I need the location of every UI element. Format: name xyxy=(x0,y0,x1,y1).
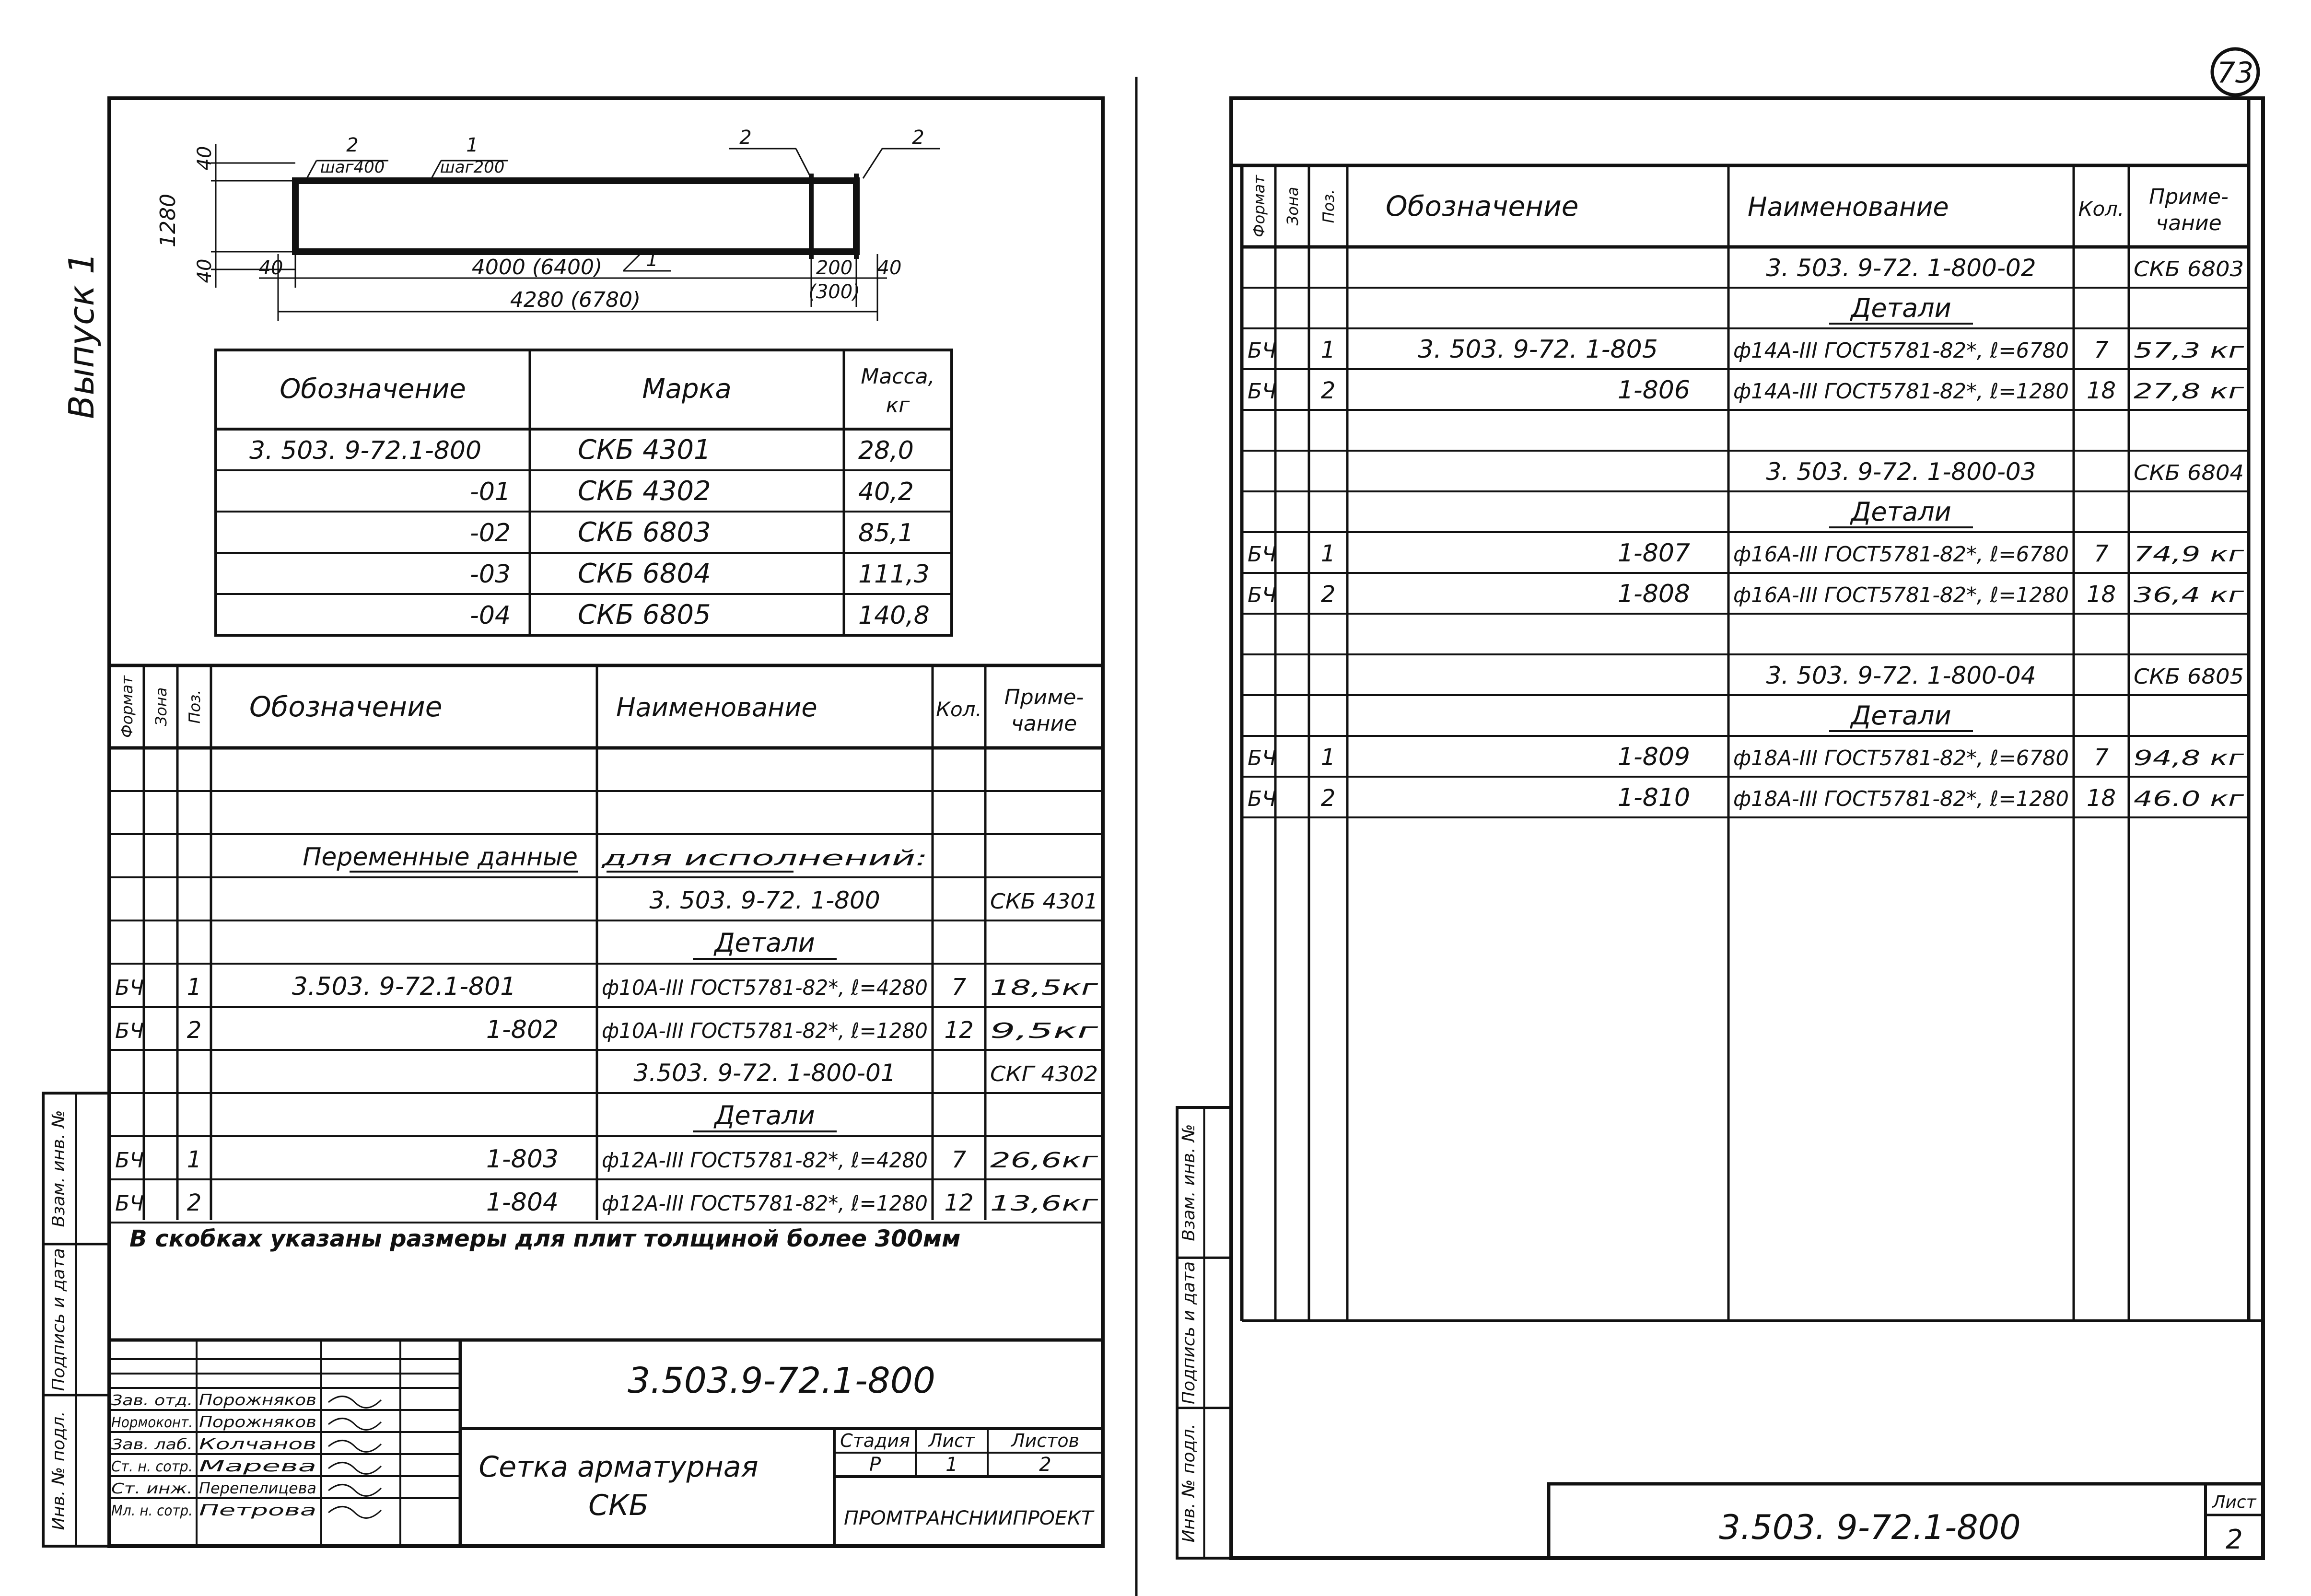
stamp-inv-label: Инв. № подл. xyxy=(1179,1423,1199,1543)
spec-cell-name: 3. 503. 9-72. 1-800-03 xyxy=(1766,458,2036,486)
spec-cell-note: 18,5кг xyxy=(990,975,1099,1000)
marks-cell-designation: -01 xyxy=(470,478,511,506)
marks-header-mass: Масса, xyxy=(861,364,935,389)
spec-cell-note: 13,6кг xyxy=(990,1191,1099,1216)
sheet-value: 1 xyxy=(945,1454,958,1476)
spec-cell-note: 27,8 кг xyxy=(2134,379,2245,404)
spec-cell-designation: 1-804 xyxy=(486,1188,559,1217)
stamp-replaced-label: Взам. инв. № xyxy=(1179,1124,1199,1241)
spec-cell-note: СКБ 6804 xyxy=(2134,461,2244,486)
spec-cell-pos: 1 xyxy=(187,1146,202,1173)
signature-mark xyxy=(328,1507,381,1518)
spec-header-qty: Кол. xyxy=(936,698,982,721)
spec-cell-note: 94,8 кг xyxy=(2134,746,2245,771)
dim-top-40: 40 xyxy=(194,146,216,171)
stamp-replaced-label: Взам. инв. № xyxy=(49,1110,69,1227)
right-sheet-value: 2 xyxy=(2226,1524,2243,1555)
spec-cell-name: 3. 503. 9-72. 1-800 xyxy=(649,886,880,914)
spec-header-designation: Обозначение xyxy=(249,690,443,723)
callout-pos-2c: 2 xyxy=(912,127,924,149)
spec-cell-pos: 2 xyxy=(187,1016,202,1044)
marks-cell-mass: 140,8 xyxy=(858,601,930,630)
spec-header-pos: Поз. xyxy=(186,689,204,724)
left-title-block xyxy=(109,1340,1103,1546)
right-sheet-label: Лист xyxy=(2212,1492,2256,1512)
spec-header-note-2: чание xyxy=(2156,211,2222,235)
signature-mark xyxy=(328,1397,381,1408)
spec-cell-qty: 12 xyxy=(944,1189,974,1216)
spec-cell-format: БЧ xyxy=(1248,746,1277,771)
spec-cell-format: БЧ xyxy=(1248,542,1277,567)
spec-cell-qty: 7 xyxy=(2094,337,2109,364)
spec-cell-pos: 2 xyxy=(1320,581,1336,608)
spec-cell-name: ф14А-III ГОСТ5781-82*, ℓ=1280 xyxy=(1733,379,2069,404)
spec-header-zone: Зона xyxy=(152,687,170,726)
spec-cell-format: БЧ xyxy=(115,1148,144,1173)
person-name: Петрова xyxy=(199,1501,316,1519)
spec-header-name: Наименование xyxy=(1748,192,1949,222)
spec-cell-name: ф12А-III ГОСТ5781-82*, ℓ=4280 xyxy=(602,1148,928,1173)
marks-cell-designation: -04 xyxy=(470,601,511,630)
spec-cell-note: СКБ 6805 xyxy=(2134,664,2244,689)
spec-cell-pos: 2 xyxy=(187,1189,202,1216)
spec-cell-name: ф16А-III ГОСТ5781-82*, ℓ=6780 xyxy=(1733,542,2069,567)
left-side-stamp xyxy=(43,1093,109,1546)
left-sheet xyxy=(43,127,1103,1546)
callout-pos-2b: 2 xyxy=(739,127,752,149)
stamp-signature-label: Подпись и дата xyxy=(1179,1261,1199,1405)
spec-cell-pos: 1 xyxy=(1320,540,1336,568)
stage-value: Р xyxy=(869,1454,881,1476)
spec-cell-note: СКБ 4301 xyxy=(990,889,1098,914)
marks-cell-mass: 40,2 xyxy=(858,478,914,506)
spec-cell-format: БЧ xyxy=(1248,583,1277,608)
page-number: 73 xyxy=(2217,56,2254,90)
signature-mark xyxy=(328,1485,381,1496)
stamp-signature-label: Подпись и дата xyxy=(49,1248,69,1391)
spec-cell-qty: 7 xyxy=(951,1146,967,1173)
person-role: Мл. н. сотр. xyxy=(111,1503,193,1519)
right-doc-number: 3.503. 9-72.1-800 xyxy=(1719,1508,2021,1547)
spec-cell-name: 3. 503. 9-72. 1-800-02 xyxy=(1766,254,2036,282)
spec-cell-designation: 1-808 xyxy=(1617,580,1690,609)
spec-cell-name: ф18А-III ГОСТ5781-82*, ℓ=6780 xyxy=(1733,746,2069,771)
left-spec-table xyxy=(109,665,1103,1223)
spec-cell-qty: 18 xyxy=(2086,581,2116,608)
spec-header-zone: Зона xyxy=(1284,186,1302,226)
marks-cell-designation: -03 xyxy=(470,560,511,589)
marks-cell-mass: 111,3 xyxy=(858,560,930,589)
spec-cell-name: Детали xyxy=(1851,497,1951,527)
spec-header-format: Формат xyxy=(1250,175,1268,237)
spec-header-qty: Кол. xyxy=(2078,197,2124,221)
person-name: Колчанов xyxy=(199,1435,316,1453)
person-role: Зав. отд. xyxy=(111,1392,193,1409)
person-name: Перепелицева xyxy=(199,1479,316,1497)
person-name: Порожняков xyxy=(199,1391,316,1409)
spec-cell-designation: 1-802 xyxy=(486,1015,559,1044)
spec-cell-name: 3. 503. 9-72. 1-800-04 xyxy=(1766,662,2036,690)
person-name: Марева xyxy=(199,1457,316,1475)
spec-cell-format: БЧ xyxy=(115,1191,144,1216)
spec-cell-qty: 18 xyxy=(2086,377,2116,405)
sheets-value: 2 xyxy=(1039,1454,1051,1476)
spec-cell-note: 46.0 кг xyxy=(2134,787,2245,812)
issue-label: Выпуск 1 xyxy=(61,252,102,419)
left-sheet-frame xyxy=(109,98,1103,1546)
stage-header: Стадия xyxy=(840,1430,910,1451)
spec-cell-name: ф10А-III ГОСТ5781-82*, ℓ=4280 xyxy=(602,975,928,1000)
title-line-1: Сетка арматурная xyxy=(479,1450,759,1484)
spec-cell-designation: 1-807 xyxy=(1617,539,1690,568)
spec-cell-name: ф16А-III ГОСТ5781-82*, ℓ=1280 xyxy=(1733,583,2069,608)
spec-cell-pos: 1 xyxy=(1320,744,1336,771)
spec-cell-format: БЧ xyxy=(1248,338,1277,363)
stamp-inv-label: Инв. № подл. xyxy=(49,1411,69,1530)
spec-cell-note: СКБ 6803 xyxy=(2134,257,2244,282)
callout-pos-1: 1 xyxy=(466,134,479,156)
organization-name: ПРОМТРАНСНИИПРОЕКТ xyxy=(844,1507,1095,1529)
spec-cell-note: 36,4 кг xyxy=(2134,583,2245,608)
spec-cell-name: ф12А-III ГОСТ5781-82*, ℓ=1280 xyxy=(602,1191,928,1216)
dim-length: 4000 (6400) xyxy=(471,255,603,280)
spec-header-note: Приме- xyxy=(1004,685,1084,710)
person-name: Порожняков xyxy=(199,1413,316,1431)
spec-cell-format: БЧ xyxy=(115,1018,144,1043)
spec-cell-format: БЧ xyxy=(115,975,144,1000)
mesh-outline xyxy=(295,181,856,252)
marks-cell-designation: 3. 503. 9-72.1-800 xyxy=(249,436,482,465)
spec-cell-designation: 1-803 xyxy=(486,1144,559,1174)
spec-header-format: Формат xyxy=(118,676,136,738)
signature-mark xyxy=(328,1463,381,1474)
signature-mark xyxy=(328,1441,381,1452)
spec-cell-qty: 18 xyxy=(2086,785,2116,812)
sheet-header: Лист xyxy=(928,1430,975,1451)
callout-step-400: шаг400 xyxy=(320,158,385,177)
marks-cell-mark: СКБ 6803 xyxy=(578,517,711,548)
spec-cell-name: 3.503. 9-72. 1-800-01 xyxy=(633,1059,896,1087)
dim-end-200: 200 xyxy=(816,257,853,279)
spec-cell-designation: 1-810 xyxy=(1617,783,1690,813)
marks-header-mark: Марка xyxy=(642,373,732,405)
dim-total: 4280 (6780) xyxy=(510,288,641,312)
spec-header-note: Приме- xyxy=(2149,185,2229,209)
spec-cell-qty: 7 xyxy=(951,973,967,1001)
right-title-block xyxy=(1549,1484,2263,1558)
spec-cell-pos: 1 xyxy=(1320,337,1336,364)
dim-right-40: 40 xyxy=(877,257,902,279)
right-sheet-frame xyxy=(1231,98,2263,1558)
spec-cell-designation: Переменные данные xyxy=(303,842,578,872)
spec-header-name: Наименование xyxy=(616,692,817,722)
spec-cell-format: БЧ xyxy=(1248,787,1277,812)
person-role: Зав. лаб. xyxy=(111,1436,193,1453)
spec-cell-name: Детали xyxy=(714,927,815,958)
marks-cell-mass: 85,1 xyxy=(858,519,914,548)
spec-cell-qty: 7 xyxy=(2094,744,2109,771)
spec-cell-designation: 3.503. 9-72.1-801 xyxy=(292,972,516,1001)
spec-cell-qty: 12 xyxy=(944,1016,974,1044)
person-role: Ст. инж. xyxy=(111,1480,193,1497)
spec-cell-name: Детали xyxy=(1851,293,1951,324)
marks-header-designation: Обозначение xyxy=(280,373,466,405)
spec-cell-name: ф10А-III ГОСТ5781-82*, ℓ=1280 xyxy=(602,1018,928,1043)
marks-cell-mass: 28,0 xyxy=(858,436,914,465)
spec-cell-designation: 3. 503. 9-72. 1-805 xyxy=(1418,335,1658,364)
right-spec-table xyxy=(1242,165,2249,1321)
dim-bottom-40: 40 xyxy=(194,258,216,283)
marks-cell-mark: СКБ 4302 xyxy=(578,476,711,507)
spec-cell-pos: 1 xyxy=(187,973,202,1001)
spec-cell-pos: 2 xyxy=(1320,785,1336,812)
callout-bar-1: 1 xyxy=(646,249,658,271)
spec-header-pos: Поз. xyxy=(1319,189,1338,223)
marks-cell-mark: СКБ 6805 xyxy=(578,599,711,630)
spec-cell-designation: 1-806 xyxy=(1617,376,1690,405)
person-role: Нормоконт. xyxy=(111,1414,193,1431)
right-sheet xyxy=(1177,165,2263,1558)
dim-end-300: (300) xyxy=(808,281,860,303)
marks-cell-mark: СКБ 6804 xyxy=(578,558,711,589)
spec-cell-pos: 2 xyxy=(1320,377,1336,405)
spec-cell-name: Детали xyxy=(714,1100,815,1130)
spec-cell-qty: 7 xyxy=(2094,540,2109,568)
spec-cell-note: СКГ 4302 xyxy=(990,1061,1098,1086)
spec-header-note-2: чание xyxy=(1011,711,1077,736)
dim-left-40: 40 xyxy=(258,257,283,279)
sheets-header: Листов xyxy=(1011,1430,1079,1451)
brackets-note: В скобках указаны размеры для плит толщиной более 300мм xyxy=(129,1225,961,1252)
spec-cell-designation: 1-809 xyxy=(1617,743,1690,772)
spec-cell-name: ф14А-III ГОСТ5781-82*, ℓ=6780 xyxy=(1733,338,2069,363)
spec-cell-name: для исполнений: xyxy=(601,846,928,871)
marks-cell-mark: СКБ 4301 xyxy=(578,434,711,466)
spec-cell-name: ф18А-III ГОСТ5781-82*, ℓ=1280 xyxy=(1733,787,2069,812)
spec-cell-format: БЧ xyxy=(1248,379,1277,404)
spec-cell-name: Детали xyxy=(1851,700,1951,731)
spec-cell-note: 57,3 кг xyxy=(2134,338,2245,363)
marks-cell-designation: -02 xyxy=(470,519,511,548)
dim-height-1280: 1280 xyxy=(156,194,180,247)
callout-step-200: шаг200 xyxy=(440,158,505,177)
spec-cell-note: 9,5кг xyxy=(990,1018,1099,1043)
spec-cell-note: 26,6кг xyxy=(990,1148,1099,1173)
title-doc-number: 3.503.9-72.1-800 xyxy=(628,1360,935,1401)
marks-table xyxy=(216,350,952,635)
person-role: Ст. н. сотр. xyxy=(111,1458,193,1475)
marks-header-mass-unit: кг xyxy=(886,393,910,418)
signature-mark xyxy=(328,1419,381,1430)
spec-cell-note: 74,9 кг xyxy=(2134,542,2245,567)
spec-header-designation: Обозначение xyxy=(1386,190,1579,222)
right-side-stamp xyxy=(1177,1107,1231,1558)
title-line-2: СКБ xyxy=(588,1489,649,1522)
mesh-drawing xyxy=(156,127,940,321)
callout-pos-2: 2 xyxy=(346,134,359,156)
